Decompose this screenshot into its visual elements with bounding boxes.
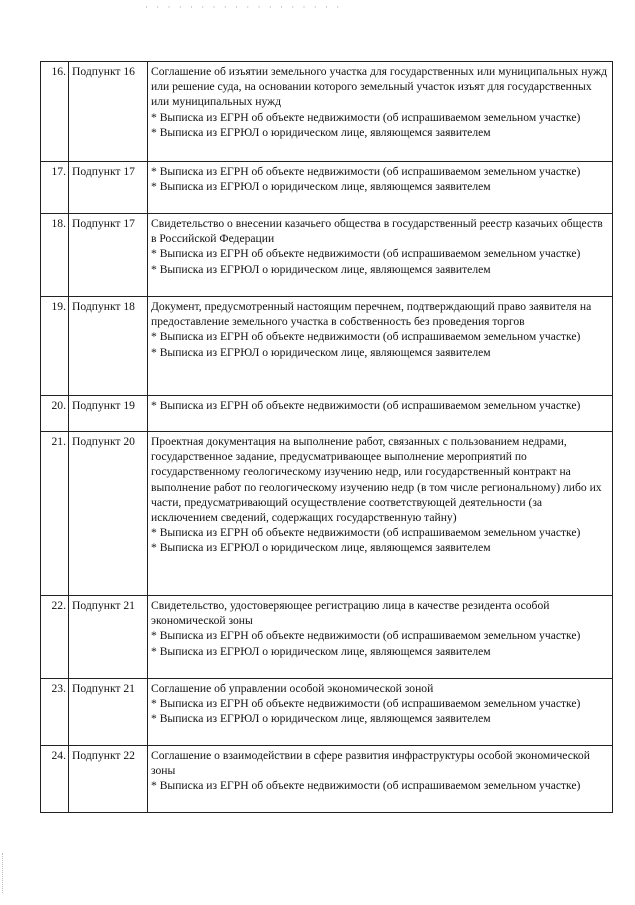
- documents-table-body: [41, 62, 613, 813]
- row-content-line: * Выписка из ЕГРЮЛ о юридическом лице, являющемся заявителем: [151, 345, 491, 359]
- table-row: [41, 62, 613, 162]
- row-content-line: * Выписка из ЕГРН об объекте недвижимости (об испрашиваемом земельном участке): [151, 399, 581, 412]
- row-content-line: * Выписка из ЕГРН об объекте недвижимости (об испрашиваемом земельном участке): [151, 779, 581, 793]
- row-number: 16.: [51, 65, 66, 78]
- row-subpoint: Подпункт 22: [72, 749, 135, 762]
- table-row: [41, 679, 613, 746]
- table-row: [41, 396, 613, 432]
- row-content-line: * Выписка из ЕГРН об объекте недвижимости (об испрашиваемом земельном участке): [151, 330, 581, 344]
- row-number: 19.: [51, 300, 66, 313]
- row-number: 21.: [51, 435, 66, 448]
- row-number: 20.: [51, 399, 66, 412]
- row-subpoint: Подпункт 17: [72, 165, 135, 178]
- row-content-line: Соглашение о взаимодействии в сфере развития инфраструктуры особой экономической зоны: [151, 749, 590, 778]
- row-content-line: * Выписка из ЕГРЮЛ о юридическом лице, являющемся заявителем: [151, 180, 491, 194]
- row-content-line: * Выписка из ЕГРН об объекте недвижимости (об испрашиваемом земельном участке): [151, 110, 581, 124]
- row-number: 23.: [51, 682, 66, 695]
- row-content-line: * Выписка из ЕГРЮЛ о юридическом лице, являющемся заявителем: [151, 712, 491, 726]
- row-content-line: * Выписка из ЕГРН об объекте недвижимости (об испрашиваемом земельном участке): [151, 526, 581, 540]
- row-content-line: Свидетельство, удостоверяющее регистрацию лица в качестве резидента особой экономической зоны: [151, 599, 550, 628]
- row-content-line: Проектная документация на выполнение работ, связанных с пользованием недрами, государственное задание, предусматривающее выполнение мероприятий по государственному геологическому изучению недр, или государственный контракт на выполнение работ по геологическому изучению недр (в том числе региональному) либо их части, предусматривающий осуществление соответствующей деятельности (за исключением сведений, содержащих государственную тайну): [151, 435, 602, 525]
- row-subpoint: Подпункт 21: [72, 682, 135, 695]
- table-row: [41, 214, 613, 297]
- scan-artifact: · · · · · · · · · · · · · · · · · ·: [145, 2, 343, 12]
- table-row: [41, 297, 613, 396]
- row-number: 24.: [51, 749, 66, 762]
- row-subpoint: Подпункт 17: [72, 217, 135, 230]
- row-number: 17.: [51, 165, 66, 178]
- row-content-line: Соглашение об изъятии земельного участка для государственных или муниципальных нужд или решение суда, на основании которого земельный участок изъят для государственных или муниципальных нужд: [151, 65, 608, 109]
- row-content-line: * Выписка из ЕГРН об объекте недвижимости (об испрашиваемом земельном участке): [151, 165, 581, 178]
- row-content-line: Документ, предусмотренный настоящим перечнем, подтверждающий право заявителя на предоставление земельного участка в собственность без проведения торгов: [151, 300, 592, 329]
- row-content-line: * Выписка из ЕГРН об объекте недвижимости (об испрашиваемом земельном участке): [151, 247, 581, 261]
- documents-table: [40, 61, 613, 813]
- table-row: [41, 746, 613, 813]
- row-content-line: Соглашение об управлении особой экономической зоной: [151, 682, 434, 695]
- table-row: [41, 596, 613, 679]
- table-row: [41, 432, 613, 596]
- row-subpoint: Подпункт 18: [72, 300, 135, 313]
- scan-edge-artifact: [2, 853, 7, 893]
- row-subpoint: Подпункт 16: [72, 65, 135, 78]
- row-content-line: * Выписка из ЕГРН об объекте недвижимости (об испрашиваемом земельном участке): [151, 697, 581, 711]
- row-content-line: Свидетельство о внесении казачьего общества в государственный реестр казачьих обществ в Российской Федерации: [151, 217, 603, 246]
- row-subpoint: Подпункт 21: [72, 599, 135, 612]
- row-content-line: * Выписка из ЕГРЮЛ о юридическом лице, являющемся заявителем: [151, 541, 491, 555]
- row-subpoint: Подпункт 19: [72, 399, 135, 412]
- row-subpoint: Подпункт 20: [72, 435, 135, 448]
- row-number: 18.: [51, 217, 66, 230]
- row-number: 22.: [51, 599, 66, 612]
- row-content-line: * Выписка из ЕГРН об объекте недвижимости (об испрашиваемом земельном участке): [151, 629, 581, 643]
- row-content-line: * Выписка из ЕГРЮЛ о юридическом лице, являющемся заявителем: [151, 262, 491, 276]
- table-row: [41, 162, 613, 214]
- row-content-line: * Выписка из ЕГРЮЛ о юридическом лице, являющемся заявителем: [151, 644, 491, 658]
- row-content-line: * Выписка из ЕГРЮЛ о юридическом лице, являющемся заявителем: [151, 125, 491, 139]
